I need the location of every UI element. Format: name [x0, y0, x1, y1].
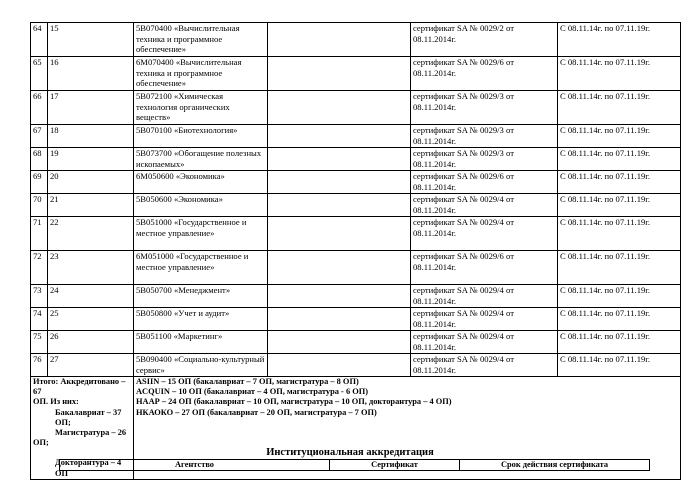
row-index: 16	[48, 57, 134, 91]
table-row	[31, 217, 681, 251]
table-row	[31, 23, 681, 57]
certificate: сертификат SA № 0029/4 от 08.11.2014г.	[411, 331, 558, 354]
row-number: 75	[31, 331, 48, 354]
validity-period: С 08.11.14г. по 07.11.19г.	[558, 57, 681, 91]
summary-agencies: ASIIN – 15 ОП (бакалавриат – 7 ОП, магистратура – 8 ОП) ACQUIN – 10 ОП (бакалавриат – 4 ОП, магистратура - 6 ОП) НААР – 24 ОП (бакалавриат – 10 ОП, магистратура – 10 ОП, докторантура – 4 ОП) НКАОКО – 27 ОП (бакалавриат – 20 ОП, магистратура – 7 ОП)	[134, 377, 681, 480]
empty-cell	[268, 57, 411, 91]
program-name: 5B090400 «Социально-культурный сервис»	[134, 354, 268, 377]
table-row	[31, 285, 681, 308]
row-index: 17	[48, 91, 134, 125]
row-index: 24	[48, 285, 134, 308]
row-number: 64	[31, 23, 48, 57]
program-name: 5B070400 «Вычислительная техника и программное обеспечение»	[134, 23, 268, 57]
row-number: 68	[31, 148, 48, 171]
validity-period: С 08.11.14г. по 07.11.19г.	[558, 308, 681, 331]
program-name: 5B051100 «Маркетинг»	[134, 331, 268, 354]
row-index: 26	[48, 331, 134, 354]
row-index: 23	[48, 251, 134, 285]
empty-cell	[268, 171, 411, 194]
header-certificate: Сертификат	[330, 460, 460, 471]
certificate: сертификат SA № 0029/6 от 08.11.2014г.	[411, 57, 558, 91]
row-number: 76	[31, 354, 48, 377]
table-row	[31, 331, 681, 354]
row-number: 65	[31, 57, 48, 91]
certificate: сертификат SA № 0029/4 от 08.11.2014г.	[411, 194, 558, 217]
validity-period: С 08.11.14г. по 07.11.19г.	[558, 125, 681, 148]
empty-cell	[268, 251, 411, 285]
validity-period: С 08.11.14г. по 07.11.19г.	[558, 194, 681, 217]
row-number: 73	[31, 285, 48, 308]
empty-cell	[268, 194, 411, 217]
certificate: сертификат SA № 0029/4 от 08.11.2014г.	[411, 354, 558, 377]
header-agency: Агентство	[60, 460, 330, 471]
empty-cell	[268, 148, 411, 171]
row-number: 74	[31, 308, 48, 331]
empty-cell	[268, 217, 411, 251]
row-index: 27	[48, 354, 134, 377]
summary-totals: Итого: Аккредитовано – 67 ОП. Из них: Бакалавриат – 37 ОП; Магистратура – 26 ОП; Докторантура – 4 ОП	[31, 377, 134, 480]
certificate: сертификат SA № 0029/6 от 08.11.2014г.	[411, 171, 558, 194]
certificate: сертификат SA № 0029/2 от 08.11.2014г.	[411, 23, 558, 57]
row-number: 66	[31, 91, 48, 125]
table-row	[31, 57, 681, 91]
validity-period: С 08.11.14г. по 07.11.19г.	[558, 251, 681, 285]
row-number: 67	[31, 125, 48, 148]
program-name: 5B050700 «Менеджмент»	[134, 285, 268, 308]
table-row	[31, 308, 681, 331]
validity-period: С 08.11.14г. по 07.11.19г.	[558, 23, 681, 57]
empty-cell	[268, 23, 411, 57]
row-index: 20	[48, 171, 134, 194]
validity-period: С 08.11.14г. по 07.11.19г.	[558, 91, 681, 125]
header-validity: Срок действия сертификата	[460, 460, 650, 471]
table-row	[31, 125, 681, 148]
institutional-header-row	[60, 460, 650, 471]
validity-period: С 08.11.14г. по 07.11.19г.	[558, 171, 681, 194]
certificate: сертификат SA № 0029/6 от 08.11.2014г.	[411, 251, 558, 285]
validity-period: С 08.11.14г. по 07.11.19г.	[558, 148, 681, 171]
row-number: 72	[31, 251, 48, 285]
validity-period: С 08.11.14г. по 07.11.19г.	[558, 354, 681, 377]
table-row	[31, 194, 681, 217]
row-index: 22	[48, 217, 134, 251]
row-index: 15	[48, 23, 134, 57]
table-row	[31, 171, 681, 194]
empty-cell	[268, 285, 411, 308]
empty-cell	[268, 91, 411, 125]
table-row	[31, 91, 681, 125]
row-index: 18	[48, 125, 134, 148]
row-number: 70	[31, 194, 48, 217]
table-row	[31, 354, 681, 377]
certificate: сертификат SA № 0029/4 от 08.11.2014г.	[411, 285, 558, 308]
program-name: 5B073700 «Обогащение полезных ископаемых»	[134, 148, 268, 171]
program-name: 5B070100 «Биотехнология»	[134, 125, 268, 148]
certificate: сертификат SA № 0029/3 от 08.11.2014г.	[411, 125, 558, 148]
validity-period: С 08.11.14г. по 07.11.19г.	[558, 285, 681, 308]
program-name: 6M051000 «Государственное и местное управление»	[134, 251, 268, 285]
table-row	[31, 148, 681, 171]
empty-cell	[268, 331, 411, 354]
empty-cell	[268, 308, 411, 331]
validity-period: С 08.11.14г. по 07.11.19г.	[558, 217, 681, 251]
program-name: 5B072100 «Химическая технология органических веществ»	[134, 91, 268, 125]
certificate: сертификат SA № 0029/3 от 08.11.2014г.	[411, 148, 558, 171]
empty-cell	[268, 354, 411, 377]
institutional-table	[59, 459, 650, 471]
accreditation-table	[30, 22, 681, 480]
empty-cell	[268, 125, 411, 148]
validity-period: С 08.11.14г. по 07.11.19г.	[558, 331, 681, 354]
program-name: 5B050800 «Учет и аудит»	[134, 308, 268, 331]
program-name: 6M070400 «Вычислительная техника и программное обеспечение»	[134, 57, 268, 91]
certificate: сертификат SA № 0029/4 от 08.11.2014г.	[411, 217, 558, 251]
row-index: 25	[48, 308, 134, 331]
program-name: 5B050600 «Экономика»	[134, 194, 268, 217]
row-index: 19	[48, 148, 134, 171]
section-title: Институциональная аккредитация	[266, 447, 434, 458]
program-name: 5B051000 «Государственное и местное управление»	[134, 217, 268, 251]
certificate: сертификат SA № 0029/4 от 08.11.2014г.	[411, 308, 558, 331]
row-index: 21	[48, 194, 134, 217]
row-number: 69	[31, 171, 48, 194]
certificate: сертификат SA № 0029/3 от 08.11.2014г.	[411, 91, 558, 125]
program-name: 6M050600 «Экономика»	[134, 171, 268, 194]
row-number: 71	[31, 217, 48, 251]
table-row	[31, 251, 681, 285]
